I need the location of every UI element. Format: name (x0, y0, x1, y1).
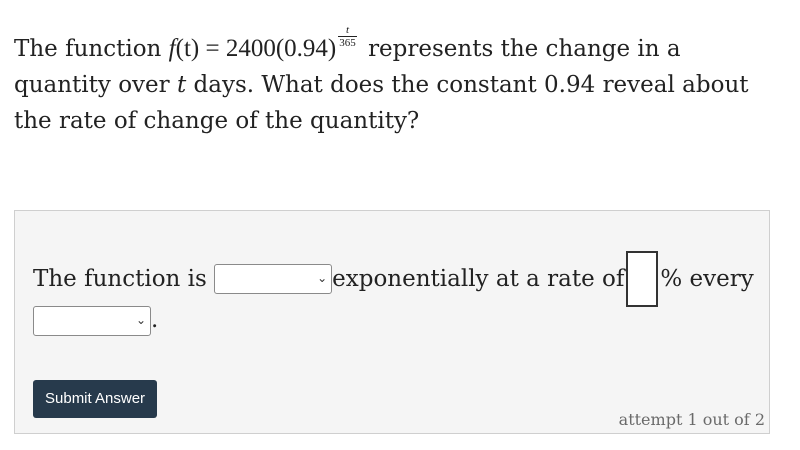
answer-panel (14, 210, 770, 434)
submit-answer-button[interactable]: Submit Answer (33, 380, 157, 418)
function-formula (168, 24, 361, 62)
equals-sign: = (205, 35, 220, 62)
rate-input[interactable] (626, 251, 658, 307)
answer-second-line (33, 306, 158, 336)
question-text (14, 24, 784, 139)
function-base: 2400(0.94) (225, 35, 337, 62)
function-name: f (168, 35, 176, 62)
answer-suffix: % every (660, 266, 754, 292)
chevron-down-icon: ⌄ (135, 313, 146, 327)
direction-select[interactable] (214, 264, 332, 294)
question-intro: The function (14, 36, 162, 62)
question-middle: represents the change in a quantity over (14, 36, 681, 98)
exponent-denominator: 365 (339, 37, 356, 49)
question-end: days. What does the constant 0.94 reveal about the rate of change of the quantity? (14, 72, 749, 134)
exponent-fraction (338, 24, 357, 49)
answer-middle: exponentially at a rate of (332, 266, 625, 292)
answer-prefix: The function is (33, 266, 207, 292)
answer-end: . (151, 307, 159, 333)
attempt-counter: attempt 1 out of 2 (618, 410, 765, 429)
period-select[interactable] (33, 306, 151, 336)
function-variable: (t) (175, 35, 200, 62)
chevron-down-icon: ⌄ (317, 271, 328, 285)
exponent-numerator: t (345, 24, 350, 36)
answer-line (33, 251, 754, 307)
question-t-variable: t (176, 72, 187, 98)
